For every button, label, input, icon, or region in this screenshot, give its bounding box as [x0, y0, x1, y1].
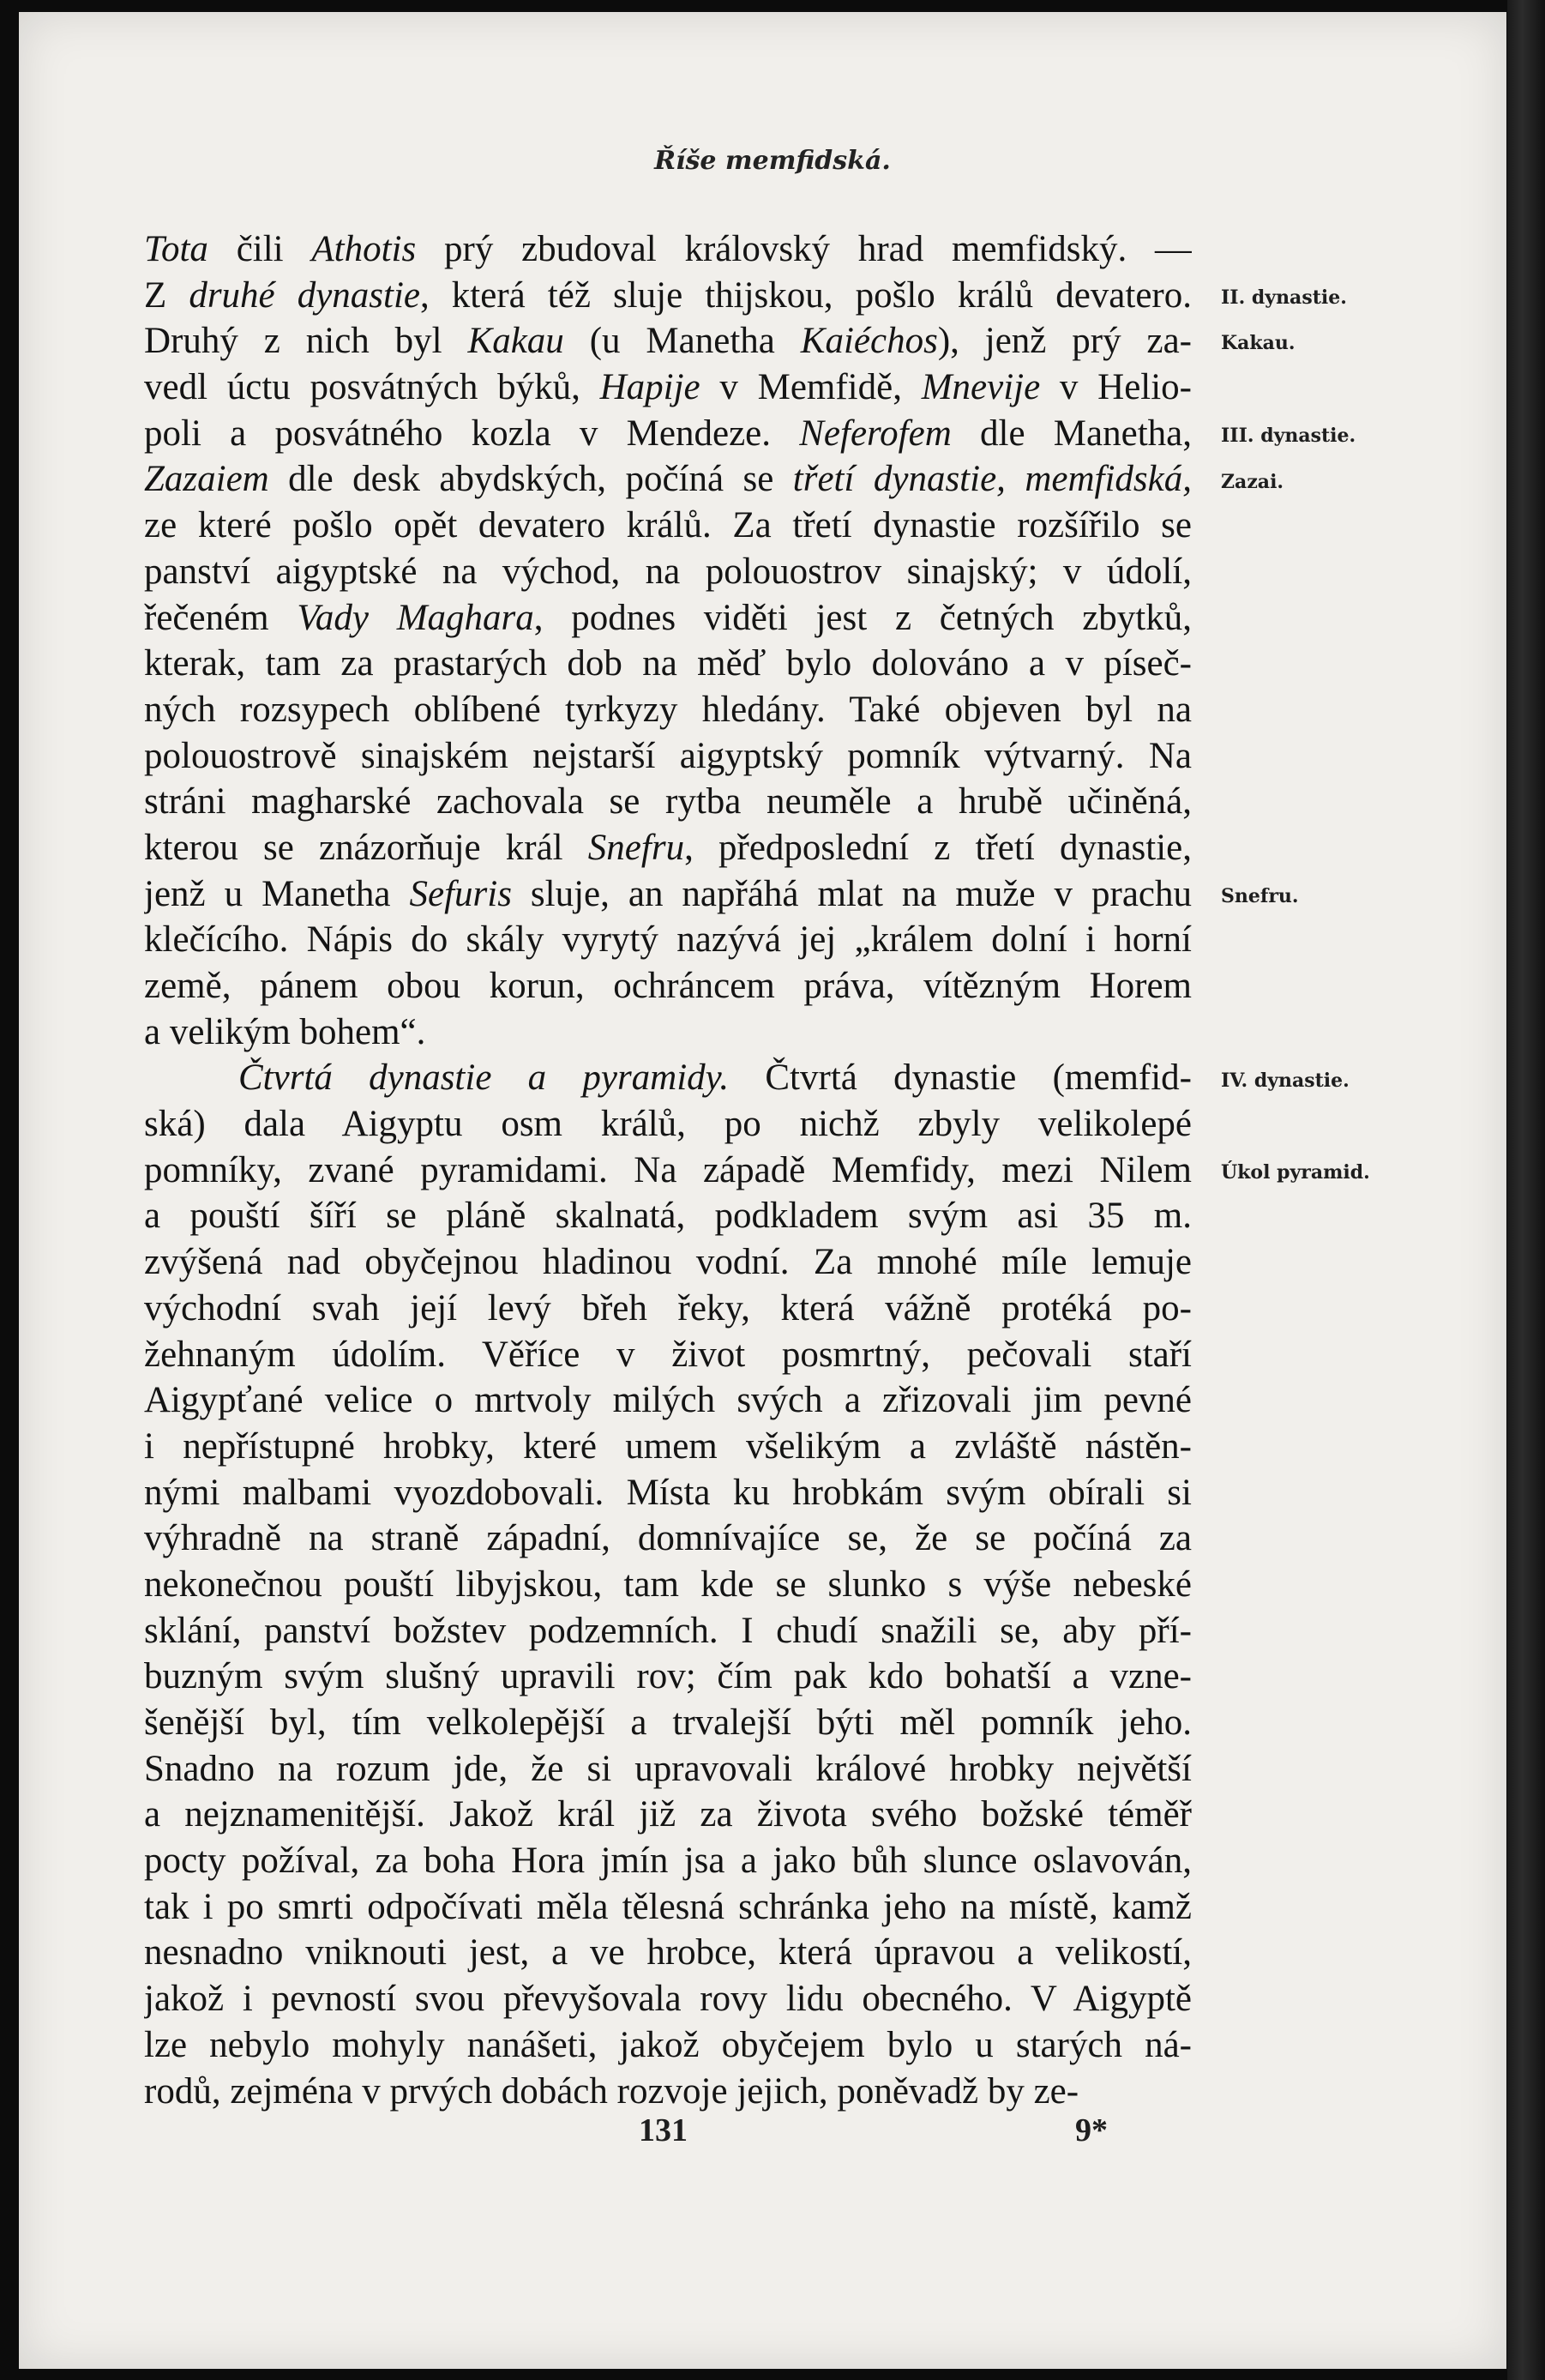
text-line [144, 1884, 1192, 1931]
text-run: polouostrově sinajském nejstarší aigyptský pomník výtvarný. Na [144, 735, 1192, 776]
italic-run: Tota [144, 229, 208, 269]
text-line [144, 1654, 1192, 1700]
margin-note: IV. dynastie. [1221, 1069, 1350, 1092]
text-run: výhradně na straně západní, domnívajíce se, že se počíná za [144, 1518, 1192, 1559]
text-run: Druhý z nich byl [144, 321, 468, 362]
text-line [144, 1700, 1192, 1746]
text-run: Aigypťané velice o mrtvoly milých svých a zřizovali jim pevné [144, 1380, 1192, 1421]
text-line [144, 1792, 1192, 1838]
italic-run: Snefru [587, 827, 685, 868]
text-run: šenější byl, tím velkolepější a trvalejší býti měl pomník jeho. [144, 1702, 1192, 1743]
text-line [144, 318, 1192, 365]
text-line [144, 456, 1192, 503]
margin-note: Snefru. [1221, 884, 1299, 907]
text-run: kterou se znázorňuje král [144, 827, 588, 868]
italic-run: Vady Maghara [297, 597, 534, 638]
text-line [144, 963, 1192, 1009]
text-run: nekonečnou pouští libyjskou, tam kde se slunko s výše nebeské [144, 1564, 1192, 1605]
text-run: lze nebylo mohyly nanášeti, jakož obyčejem bylo u starých ná- [144, 2024, 1192, 2065]
book-edge [1507, 0, 1545, 2380]
text-run: dle desk abydských, počíná se [268, 459, 793, 500]
text-run: dle Manetha, [951, 413, 1192, 454]
text-run: ská) dala Aigyptu osm králů, po nichž zbyly velikolepé [144, 1104, 1192, 1145]
text-run: čili [207, 229, 312, 269]
text-run: a velikým bohem“. [144, 1011, 426, 1052]
margin-note: Úkol pyramid. [1221, 1161, 1370, 1184]
text-line [144, 549, 1192, 595]
text-run: země, pánem obou korun, ochráncem práva, vítězným Horem [144, 966, 1192, 1006]
text-line [144, 1332, 1192, 1378]
text-run: (u Manetha [563, 321, 801, 362]
text-run: řečeném [144, 597, 298, 638]
text-run: sklání, panství božstev podzemních. I chudí snažili se, aby pří- [144, 1610, 1192, 1651]
text-run: tak i po smrti odpočívati měla tělesná schránka jeho na místě, kamž [144, 1886, 1192, 1927]
margin-note: Kakau. [1221, 332, 1296, 355]
italic-run: Zazaiem [144, 459, 269, 500]
text-run: jenž u Manetha [144, 873, 410, 914]
text-run: žehnaným údolím. Věříce v život posmrtný, pečovali staří [144, 1334, 1192, 1375]
text-run: pocty požíval, za boha Hora jmín jsa a jako bůh slunce oslavován, [144, 1841, 1192, 1882]
text-run: buzným svým slušný upravili rov; čím pak kdo bohatší a vzne- [144, 1656, 1192, 1697]
text-run: zvýšená nad obyčejnou hladinou vodní. Za mnohé míle lemuje [144, 1242, 1192, 1283]
text-run: východní svah její levý břeh řeky, která vážně protéká po- [144, 1287, 1192, 1329]
text-run: v Memfidě, [700, 367, 922, 408]
italic-run: Hapije [599, 367, 700, 408]
italic-run: druhé dynastie [189, 274, 420, 316]
margin-note: Zazai. [1221, 470, 1284, 493]
text-line [144, 595, 1192, 642]
text-run: v Helio- [1040, 367, 1192, 408]
text-run: poli a posvátného kozla v Mendeze. [144, 413, 800, 454]
text-line [144, 733, 1192, 780]
text-run: kterak, tam za prastarých dob na měď bylo dolováno a v píseč- [144, 643, 1192, 684]
text-run: pomníky, zvané pyramidami. Na západě Memfidy, mezi Nilem [144, 1149, 1192, 1190]
italic-run: Athotis [311, 229, 417, 269]
text-line [144, 1608, 1192, 1654]
text-line [144, 1286, 1192, 1332]
italic-run: Kaiéchos [800, 321, 938, 362]
text-line [144, 825, 1192, 871]
text-line [144, 1515, 1192, 1562]
text-line [144, 1424, 1192, 1470]
text-run: vedl úctu posvátných býků, [144, 367, 600, 408]
text-line [144, 273, 1192, 319]
text-run: , která též sluje thijskou, pošlo králů devatero. [420, 274, 1192, 316]
text-line [144, 779, 1192, 825]
italic-run: Čtvrtá dynastie a pyramidy. [238, 1057, 730, 1099]
text-run: jakož i pevností svou převyšovala rovy lidu obecného. V Aigyptě [144, 1979, 1192, 2020]
running-head: Říše memfidská. [654, 146, 891, 176]
text-line [144, 1239, 1192, 1286]
text-run: ných rozsypech oblíbené tyrkyzy hledány. Také objeven byl na [144, 689, 1192, 730]
text-run: , předposlední z třetí dynastie, [684, 827, 1192, 868]
text-run: Čtvrtá dynastie (memfid- [729, 1057, 1192, 1099]
text-run: ), jenž prý za- [937, 321, 1192, 362]
text-line [144, 1193, 1192, 1239]
body-text [144, 226, 1192, 2114]
text-run: a nejznamenitější. Jakož král již za života svého božské téměř [144, 1794, 1192, 1835]
text-line [144, 503, 1192, 549]
margin-note: II. dynastie. [1221, 286, 1347, 309]
text-line [144, 1148, 1192, 1194]
text-line [144, 1930, 1192, 1976]
text-run: rodů, zejména v prvých dobách rozvoje jejich, poněvadž by ze- [144, 2070, 1079, 2112]
text-line [144, 1976, 1192, 2022]
text-run: sluje, an napřáhá mlat na muže v prachu [511, 873, 1192, 914]
italic-run: Sefuris [409, 873, 512, 914]
text-run: , podnes viděti jest z četných zbytků, [533, 597, 1192, 638]
text-run: stráni magharské zachovala se rytba neuměle a hrubě učiněná, [144, 781, 1192, 822]
text-line [144, 365, 1192, 411]
text-line [144, 1838, 1192, 1884]
text-run: ze které pošlo opět devatero králů. Za třetí dynastie rozšířilo se [144, 505, 1192, 546]
italic-run: Kakau [467, 321, 564, 362]
page-number: 131 [639, 2112, 688, 2148]
text-run: Z [144, 274, 189, 316]
margin-note: III. dynastie. [1221, 424, 1356, 447]
text-run: i nepřístupné hrobky, které umem všelikým a zvláště nástěn- [144, 1425, 1192, 1467]
italic-run: Mnevije [921, 367, 1041, 408]
text-line [144, 2069, 1192, 2115]
text-line [144, 1377, 1192, 1424]
text-run: klečícího. Nápis do skály vyrytý nazývá jej „králem dolní i horní [144, 919, 1192, 961]
text-line [144, 2022, 1192, 2069]
text-line [144, 1746, 1192, 1793]
text-run: nesnadno vniknouti jest, a ve hrobce, která úpravou a velikostí, [144, 1932, 1192, 1973]
text-line [144, 687, 1192, 733]
text-line [144, 1101, 1192, 1148]
text-line [144, 1055, 1192, 1101]
text-line [144, 871, 1192, 918]
text-line [144, 917, 1192, 963]
text-run: prý zbudoval královský hrad memfidský. — [416, 229, 1192, 269]
text-line [144, 226, 1192, 273]
text-line [144, 1009, 1192, 1056]
text-line [144, 1470, 1192, 1516]
italic-run: třetí dynastie, memfidská, [792, 459, 1192, 500]
text-run: panství aigyptské na východ, na polouostrov sinajský; v údolí, [144, 551, 1192, 592]
text-run: nými malbami vyozdobovali. Místa ku hrobkám svým obírali si [144, 1472, 1192, 1513]
text-line [144, 1562, 1192, 1608]
text-line [144, 411, 1192, 457]
text-line [144, 641, 1192, 687]
text-run: Snadno na rozum jde, že si upravovali králové hrobky největší [144, 1748, 1192, 1789]
italic-run: Neferofem [799, 413, 952, 454]
signature-mark: 9* [1075, 2112, 1108, 2148]
text-run: a pouští šíří se pláně skalnatá, podkladem svým asi 35 m. [144, 1196, 1192, 1237]
